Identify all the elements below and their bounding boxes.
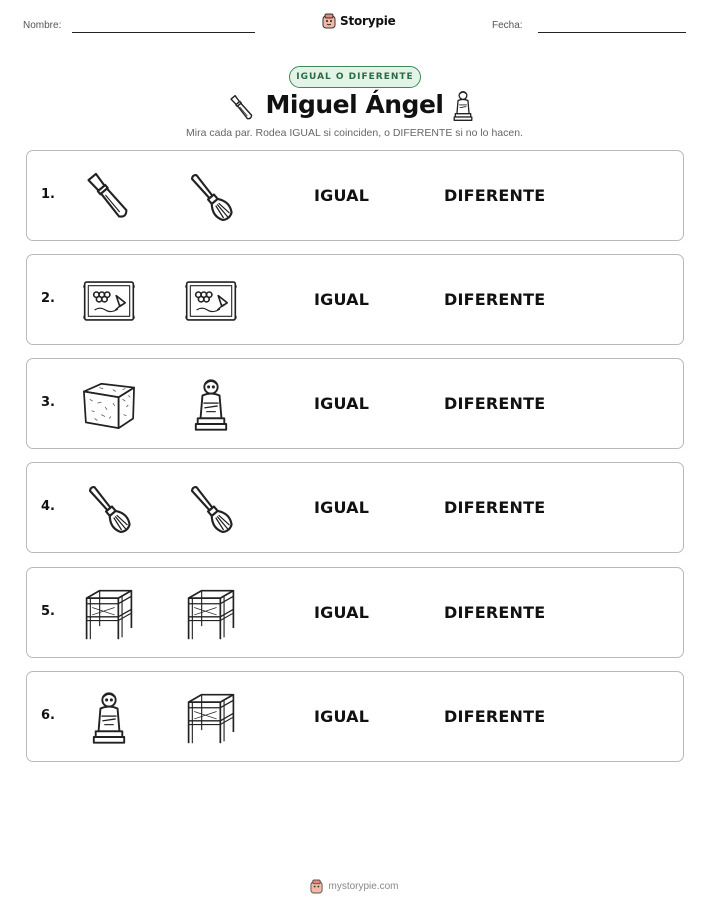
question-row — [26, 254, 684, 345]
question-number: 2. — [41, 291, 55, 306]
scaffold-icon — [181, 585, 241, 643]
question-row — [26, 150, 684, 241]
scaffold-icon — [79, 585, 139, 643]
footer — [0, 879, 709, 894]
title-row — [0, 88, 709, 128]
diferente-option[interactable]: DIFERENTE — [444, 186, 546, 205]
chisel-icon — [79, 168, 139, 226]
date-line[interactable] — [538, 32, 686, 33]
date-label: Fecha: — [492, 20, 523, 31]
marble-block-icon — [79, 376, 139, 434]
scaffold-icon — [181, 689, 241, 747]
igual-option[interactable]: IGUAL — [314, 498, 370, 517]
question-row — [26, 358, 684, 449]
name-line[interactable] — [72, 32, 255, 33]
diferente-option[interactable]: DIFERENTE — [444, 394, 546, 413]
question-number: 5. — [41, 604, 55, 619]
statue-icon — [79, 689, 139, 747]
question-row — [26, 462, 684, 553]
paintbrush-icon — [181, 480, 241, 538]
footer-url[interactable]: mystorypie.com — [328, 881, 399, 892]
diferente-option[interactable]: DIFERENTE — [444, 498, 546, 517]
paintbrush-icon — [181, 168, 241, 226]
question-number: 4. — [41, 499, 55, 514]
brand-name: Storypie — [340, 14, 396, 28]
brand-logo — [322, 13, 396, 29]
igual-option[interactable]: IGUAL — [314, 603, 370, 622]
question-number: 6. — [41, 708, 55, 723]
page-title: Miguel Ángel — [265, 90, 444, 119]
question-row — [26, 671, 684, 762]
diferente-option[interactable]: DIFERENTE — [444, 707, 546, 726]
question-number: 3. — [41, 395, 55, 410]
igual-option[interactable]: IGUAL — [314, 186, 370, 205]
igual-option[interactable]: IGUAL — [314, 290, 370, 309]
question-number: 1. — [41, 187, 55, 202]
instructions: Mira cada par. Rodea IGUAL si coinciden, o DIFERENTE si no lo hacen. — [186, 127, 523, 139]
storypie-mascot-icon — [310, 879, 323, 894]
name-label: Nombre: — [23, 20, 62, 31]
fresco-panel-icon — [79, 272, 139, 330]
igual-option[interactable]: IGUAL — [314, 707, 370, 726]
paintbrush-icon — [79, 480, 139, 538]
worksheet-type-badge: IGUAL O DIFERENTE — [289, 66, 421, 88]
statue-icon — [181, 376, 241, 434]
fresco-panel-icon — [181, 272, 241, 330]
diferente-option[interactable]: DIFERENTE — [444, 603, 546, 622]
question-row — [26, 567, 684, 658]
diferente-option[interactable]: DIFERENTE — [444, 290, 546, 309]
storypie-mascot-icon — [322, 13, 336, 29]
statue-icon — [452, 89, 474, 123]
igual-option[interactable]: IGUAL — [314, 394, 370, 413]
